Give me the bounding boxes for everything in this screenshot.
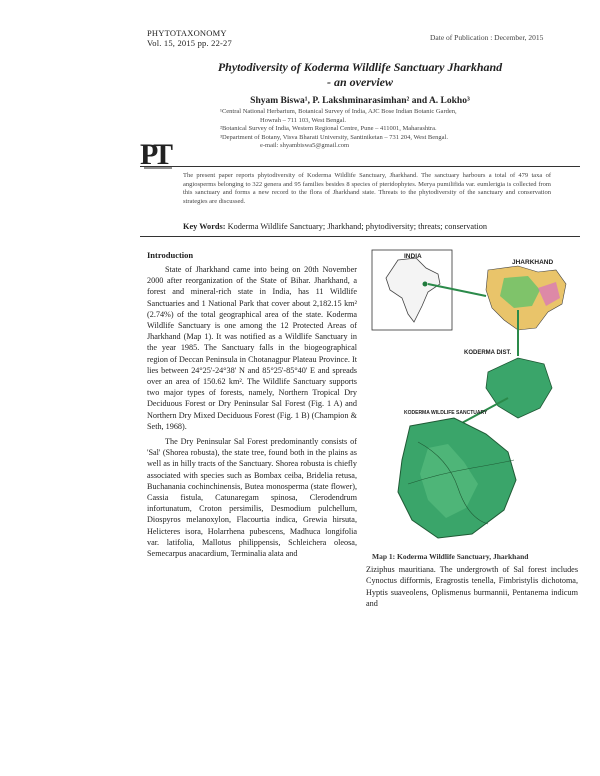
keywords <box>183 222 563 231</box>
map-label-district: KODERMA DIST. <box>464 350 512 356</box>
intro-paragraph-1: State of Jharkhand came into being on 20th November 2000 after reorganization of the State of Bihar. Jharkhand, a forest and mineral-rich state in India, has 11 Wildlife Sanctuaries and 1 National Park that cover about 2,182.15 km² (2.74%) of the total geographical area of the state. Koderma Wildlife Sanctuary is one among the 12 Protected Areas of Jharkhand (Map 1). It was notified as a Wildlife Sanctuary in the year 1985. The Sanctuary falls in the biogeographical region of Deccan Peninsula in Chotanagpur Plateau Province. It lies between 24°25'-24°38' N and 85°25'-85°40' E and spreads over an area of 150.62 km². The Wildlife Sanctuary supports two major types of forests, namely, Northern Tropical Dry Deciduous Forest or Dry Peninsular Sal Forest (Fig. 1 A) and Northern Dry Mixed Deciduous Forest (Fig. 1 B) (Champion & Seth, 1968). <box>147 265 357 431</box>
affiliation-line: ¹Central National Herbarium, Botanical Survey of India, AJC Bose Indian Botanic Garden, <box>220 108 457 115</box>
author-list: Shyam Biswa¹, P. Lakshminarasimhan² and A. Lokho³ <box>250 96 470 106</box>
abstract: The present paper reports phytodiversity of Koderma Wildlife Sanctuary, Jharkhand. The sanctuary harbours a total of 479 taxa of angiosperms belonging to 322 genera and 95 families besides 8 species of pteridophytes. Merya pumilifida var. eumlerigia is collected from this sanctuary and forms a new record to the flora of Jharkhand state. Threats to the phytodiversity of the sanctuary and conservation strategies are discussed. <box>183 172 551 205</box>
map-caption: Map 1: Koderma Wildlife Sanctuary, Jharkhand <box>372 552 529 561</box>
abstract-top-rule <box>140 166 580 167</box>
affiliation-line: ²Botanical Survey of India, Western Regional Centre, Pune – 411001, Maharashtra. <box>220 125 437 132</box>
journal-header <box>147 28 232 48</box>
svg-text:T: T <box>153 138 174 171</box>
jharkhand-marker <box>423 282 428 287</box>
intro-paragraph-2: The Dry Peninsular Sal Forest predominantly consists of 'Sal' (Shorea robusta), the state tree, found both in the plains as well as in hilly tracts of the Sanctuary. Shorea robusta is chiefly associated with species such as Bombax ceiba, Bridelia retusa, Buchanania cochinchinensis, Butea monosperma (state flower), Cassia fistula, Catunaregam spinosa, Clerodendrum infortunatum, Croton persimilis, Desmodium pulchellum, Diospyros melanoxylon, Flacourtia indica, Grewia hirsuta, Helicteres isora, Holarrhena pubescens, Madhuca longifolia var. latifolia, Mallotus philippensis, Schleichera oleosa, Semecarpus anacardium, Terminalia alata and <box>147 437 357 559</box>
intro-column <box>147 264 357 559</box>
keywords-label: Key Words: <box>183 222 226 231</box>
paper-title <box>140 60 580 90</box>
abstract-bottom-rule <box>140 236 580 237</box>
keywords-text: Koderma Wildlife Sanctuary; Jharkhand; phytodiversity; threats; conservation <box>227 222 487 231</box>
publication-date: Date of Publication : December, 2015 <box>430 33 544 42</box>
map-label-jharkhand: JHARKHAND <box>512 259 554 266</box>
map-label-india: INDIA <box>404 253 422 260</box>
journal-volume: Vol. 15, 2015 pp. 22-27 <box>147 38 232 48</box>
right-column-text: Ziziphus mauritiana. The undergrowth of Sal forest includes Cynoctus difformis, Eragrostis tenella, Fimbristylis dichotoma, Hyptis suaveolens, Oplismenus burmannii, Pentanema indicum and <box>366 565 578 609</box>
affiliation-email: e-mail: shyambiswa5@gmail.com <box>260 142 350 149</box>
affiliation-line: Howrah – 711 103, West Bengal. <box>260 116 346 124</box>
affiliations <box>220 108 550 151</box>
svg-text:P: P <box>140 138 159 171</box>
journal-logo <box>140 128 176 174</box>
title-line-2: - an overview <box>327 75 393 89</box>
affiliation-line: ³Department of Botany, Visva Bharati University, Santiniketan – 731 204, West Bengal. <box>220 133 448 141</box>
title-line-1: Phytodiversity of Koderma Wildlife Sanctuary Jharkhand <box>217 60 503 74</box>
section-heading-introduction: Introduction <box>147 250 194 260</box>
map-label-sanctuary: KODERMA WILDLIFE SANCTUARY <box>404 410 488 416</box>
koderma-district-shape <box>486 358 552 418</box>
journal-name: PHYTOTAXONOMY <box>147 28 227 38</box>
sanctuary-map <box>368 248 578 548</box>
